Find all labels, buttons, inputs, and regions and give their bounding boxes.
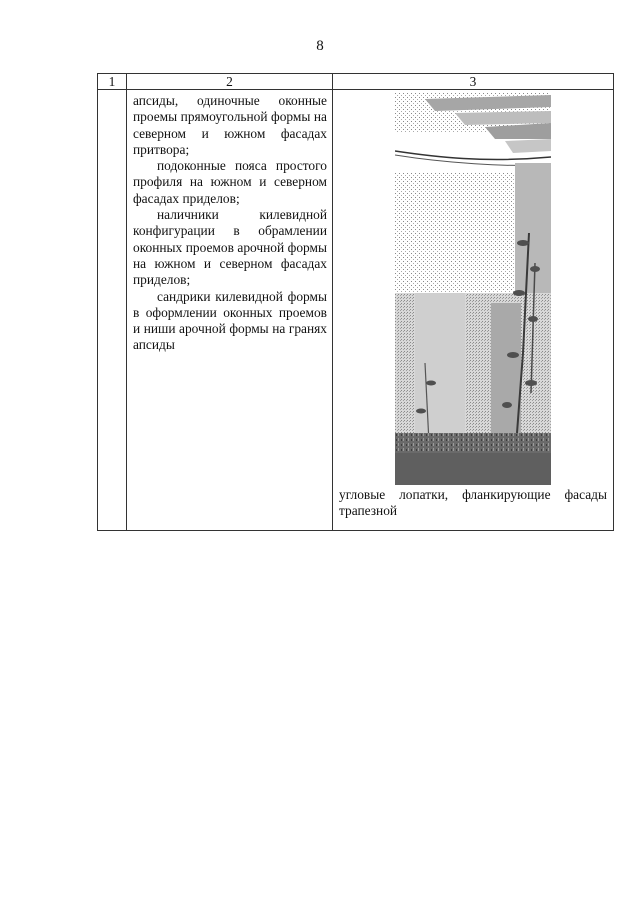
page-number: 8 <box>316 38 324 54</box>
column-header-1: 1 <box>98 74 127 90</box>
monument-elements-table <box>97 73 614 531</box>
column-header-3: 3 <box>333 74 614 90</box>
photo-corner-pilaster-icon <box>395 93 551 485</box>
photo-caption: угловые лопатки, фланкирующие фасады трапезной <box>339 487 607 519</box>
description-paragraph: сандрики килевидной формы в оформлении оконных проемов и ниши арочной формы на гранях апсиды <box>133 288 327 353</box>
description-paragraph: подоконные пояса простого профиля на южном и северном фасадах приделов; <box>133 158 327 206</box>
description-paragraph: наличники килевидной конфигурации в обрамлении оконных проемов арочной формы на южном и северном фасадах приделов; <box>133 207 327 288</box>
cell-number <box>98 90 127 531</box>
description-paragraph: апсиды, одиночные оконные проемы прямоугольной формы на северном и южном фасадах притвора; <box>133 93 327 157</box>
table-header-row <box>98 74 614 90</box>
cell-photo <box>333 90 614 531</box>
table-row <box>98 90 614 531</box>
column-header-2: 2 <box>127 74 333 90</box>
cell-description <box>127 90 333 531</box>
